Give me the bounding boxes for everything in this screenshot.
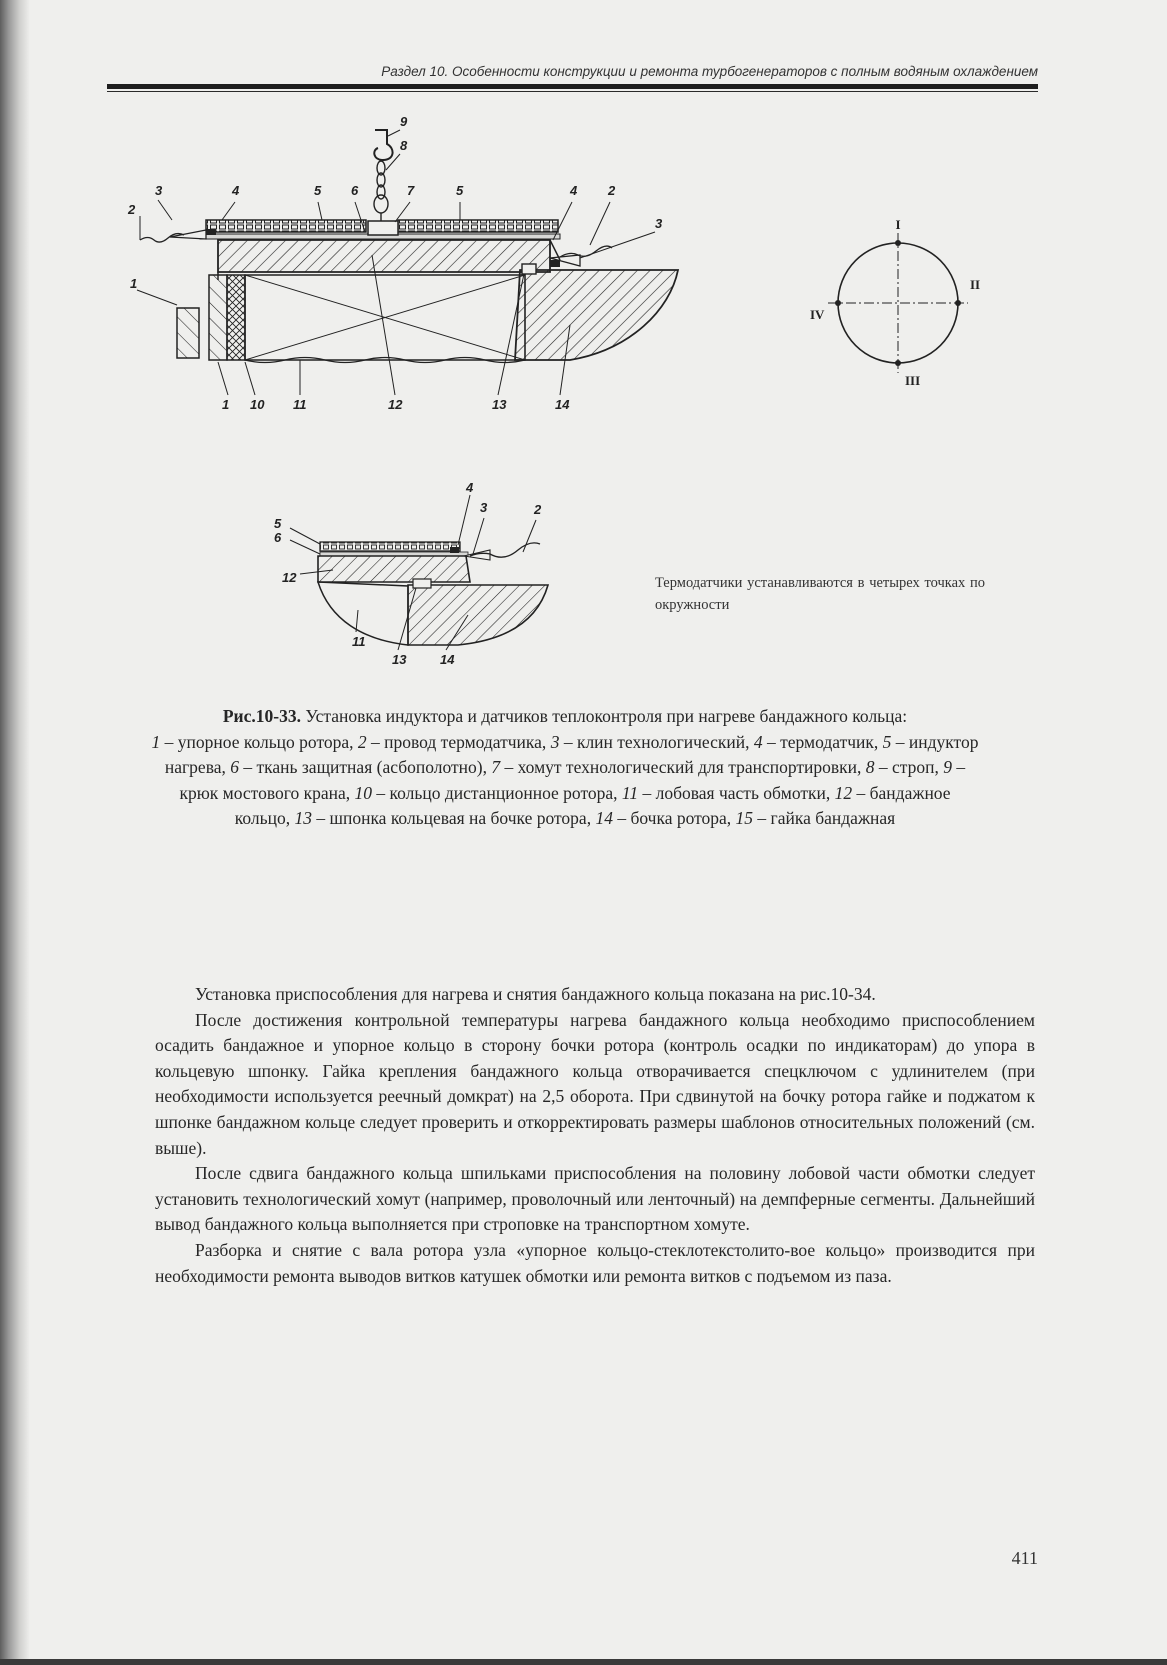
- caption-heading: [150, 704, 980, 730]
- part-12-retaining-ring: [218, 240, 550, 272]
- label-6: 6: [351, 183, 359, 198]
- caption-item: [230, 757, 491, 777]
- label-11: 11: [293, 397, 307, 412]
- caption-item-text: – лобовая часть обмотки,: [638, 782, 835, 803]
- part-8-sling: [374, 161, 388, 221]
- part-13-ring-key: [522, 264, 536, 274]
- detail-label-13: 13: [392, 652, 407, 667]
- part-7-clamp: [368, 221, 398, 235]
- sensor-placement-note: Термодатчики устанавливаются в четырех точках по окружности: [655, 575, 985, 613]
- detail-part-4-sensor: [450, 547, 459, 553]
- label-10: 10: [250, 397, 265, 412]
- part-4-sensor-left: [206, 229, 216, 235]
- label-2-left: 2: [128, 202, 136, 217]
- caption-item-number: 15: [735, 808, 754, 828]
- part-14-rotor-barrel: [515, 270, 678, 360]
- caption-item: [622, 783, 835, 803]
- caption-item: [358, 732, 551, 752]
- caption-item: [355, 783, 622, 803]
- label-8: 8: [400, 138, 408, 153]
- caption-item: [294, 808, 595, 828]
- caption-item-number: 12: [834, 782, 853, 803]
- part-9-crane-hook: [374, 130, 392, 160]
- figure-inductor-installation: [110, 110, 730, 430]
- caption-item-text: – шпонка кольцевая на бочке ротора,: [311, 808, 596, 828]
- detail-part-3-wedge: [464, 550, 490, 560]
- caption-item-number: 5: [882, 731, 892, 752]
- detail-label-3: 3: [480, 500, 488, 515]
- caption-item: [551, 732, 754, 752]
- page-number: 411: [1011, 1548, 1038, 1568]
- detail-part-5-inductor: [320, 542, 460, 551]
- part-4-sensor-right: [550, 260, 560, 267]
- label-1-bottom: 1: [222, 397, 230, 412]
- caption-label: Рис.10-33.: [222, 706, 301, 726]
- caption-legend: [150, 730, 980, 832]
- circle-point-I: I: [895, 217, 901, 232]
- circle-point-IV: IV: [810, 307, 825, 322]
- caption-item-number: 3: [550, 731, 560, 752]
- caption-item-number: 13: [294, 808, 312, 828]
- part-10-distance-ring: [227, 275, 245, 360]
- caption-item-text: – клин технологический,: [559, 731, 754, 752]
- caption-item-text: – строп,: [874, 757, 944, 777]
- caption-item-number: 10: [354, 782, 372, 803]
- caption-item-number: 1: [151, 731, 161, 752]
- caption-item-text: – термодатчик,: [762, 731, 883, 752]
- caption-item: [736, 808, 896, 828]
- part-5-inductor-left: [206, 220, 366, 232]
- circle-point-II: II: [970, 277, 981, 292]
- caption-item-number: 2: [357, 731, 367, 752]
- caption-item: [491, 757, 865, 777]
- label-5-left: 5: [314, 183, 322, 198]
- caption-item-text: – индуктор нагрева,: [164, 731, 979, 777]
- label-4-left: 4: [232, 183, 240, 198]
- paragraph: После достижения контрольной температуры нагрева бандажного кольца необходимо приспособлением осадить бандажное и упорное кольцо в сторону бочки ротора (контроль осадки по индикаторам) до упора в кольцевую шпонку. Гайка крепления бандажного кольца отворачивается спецключом с удлинителем (при необходимости используется реечный домкрат) на 2,5 оборота. При сдвинутой на бочку ротора гайке и поджатом к шпонке бандажном кольце следует проверить и откорректировать размеры шаблонов относительных положений (см. выше).: [155, 1009, 1035, 1158]
- part-1-thrust-ring: [177, 308, 199, 358]
- caption-item-text: – хомут технологический для транспортировки,: [500, 757, 866, 777]
- figure-sensor-points-circle: [810, 215, 990, 395]
- caption-item-number: 4: [753, 731, 763, 752]
- body-text: [155, 982, 1035, 1289]
- label-5-right: 5: [456, 183, 464, 198]
- label-14: 14: [555, 397, 570, 412]
- header-rule: [107, 84, 1038, 89]
- caption-item-number: 11: [621, 782, 639, 803]
- circle-point-III: III: [905, 373, 921, 388]
- caption-item: [754, 732, 883, 752]
- detail-label-4: 4: [466, 480, 474, 495]
- detail-part-13-ring-key: [413, 579, 431, 588]
- caption-item: [866, 757, 944, 777]
- detail-part-14-rotor-barrel: [408, 585, 548, 645]
- label-3-right: 3: [655, 216, 663, 231]
- figure-caption: [150, 704, 980, 832]
- label-4-right: 4: [570, 183, 578, 198]
- page-bottom-edge: [0, 1659, 1167, 1665]
- paragraph: Разборка и снятие с вала ротора узла «упорное кольцо-стеклотекстолито-вое кольцо» производится при необходимости ремонта выводов витков катушек обмотки или ремонта витков с подъемом из паза.: [155, 1239, 1035, 1286]
- label-13: 13: [492, 397, 507, 412]
- label-1-top: 1: [130, 276, 138, 291]
- caption-item-number: 8: [865, 757, 875, 777]
- caption-item: [152, 732, 358, 752]
- caption-item-number: 7: [491, 757, 501, 777]
- running-head: Раздел 10. Особенности конструкции и ремонта турбогенераторов с полным водяным охлаждением: [381, 64, 1038, 79]
- part-2-wire-right: [560, 246, 612, 257]
- label-3-left: 3: [155, 183, 163, 198]
- detail-part-12-retaining-ring: [318, 556, 470, 582]
- caption-item-number: 6: [230, 757, 240, 777]
- caption-item-text: – гайка бандажная: [753, 808, 896, 828]
- part-5-inductor-right: [398, 220, 558, 232]
- detail-label-12: 12: [282, 570, 297, 585]
- figure-sensor-detail: [258, 480, 588, 690]
- label-12: 12: [388, 397, 403, 412]
- book-spine-shadow: [0, 0, 30, 1665]
- caption-title: Установка индуктора и датчиков теплоконтроля при нагреве бандажного кольца:: [305, 706, 908, 726]
- caption-item-number: 14: [595, 808, 613, 828]
- caption-item-text: – крюк мостового крана,: [179, 757, 966, 803]
- caption-item-text: – ткань защитная (асбополотно),: [239, 757, 492, 777]
- caption-item-text: – бандажное кольцо,: [234, 782, 951, 828]
- detail-label-11: 11: [352, 634, 366, 649]
- detail-label-2: 2: [534, 502, 542, 517]
- paragraph: После сдвига бандажного кольца шпильками приспособления на половину лобовой части обмотки следует установить технологический хомут (например, проволочный или ленточный) на демпферные сегменты. Дальнейший вывод бандажного кольца выполняется при строповке на транспортном хомуте.: [155, 1163, 1035, 1235]
- label-9: 9: [400, 114, 408, 129]
- detail-label-5: 5: [274, 516, 282, 531]
- detail-label-6: 6: [274, 530, 282, 545]
- caption-item-number: 9: [943, 757, 952, 777]
- header-rule-thin: [107, 91, 1038, 92]
- part-1-thrust-ring-body: [209, 275, 227, 360]
- caption-item-text: – провод термодатчика,: [366, 731, 551, 752]
- caption-item-text: – упорное кольцо ротора,: [160, 731, 358, 752]
- caption-item-text: – кольцо дистанционное ротора,: [372, 782, 622, 803]
- caption-item-text: – бочка ротора,: [612, 808, 736, 828]
- label-2-right: 2: [608, 183, 616, 198]
- detail-label-14: 14: [440, 652, 455, 667]
- label-7: 7: [407, 183, 415, 198]
- caption-item: [595, 808, 735, 828]
- paragraph: Установка приспособления для нагрева и снятия бандажного кольца показана на рис.10-34.: [195, 984, 876, 1004]
